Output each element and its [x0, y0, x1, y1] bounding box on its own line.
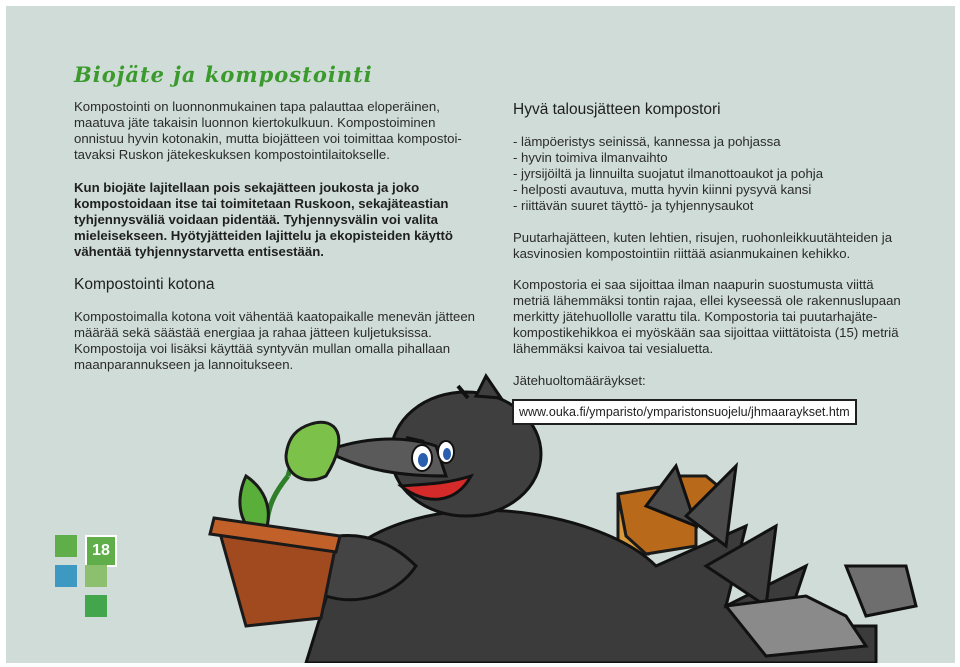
- text-line: metriä lähemmäksi tontin rajaa, ellei kyseessä ole rakennuslupaan: [513, 293, 901, 308]
- decor-square-light-green: [85, 565, 107, 587]
- garden-waste-paragraph: [513, 230, 943, 262]
- page: [6, 6, 955, 663]
- regulations-link[interactable]: www.ouka.fi/ymparisto/ymparistonsuojelu/jhmaaraykset.htm: [512, 399, 857, 425]
- page-title: Biojäte ja kompostointi: [74, 62, 373, 87]
- text-line: Kompostoimalla kotona voit vähentää kaatopaikalle menevän jätteen: [74, 309, 476, 324]
- list-item: - lämpöeristys seinissä, kannessa ja pohjassa: [513, 134, 781, 149]
- regulations-label: Jätehuoltomääräykset:: [513, 373, 646, 388]
- bold-paragraph: [74, 180, 504, 260]
- text-line: Kun biojäte lajitellaan pois sekajätteen joukosta ja joko: [74, 180, 420, 195]
- decor-square-green: [55, 535, 77, 557]
- intro-paragraph: [74, 99, 494, 163]
- text-line: kompostoidaan itse tai toimitetaan Ruskoon, sekajäteastian: [74, 196, 449, 211]
- text-line: onnistuu hyvin kotonakin, mutta biojätteen voi toimittaa kompostoi-: [74, 131, 462, 146]
- list-item: - hyvin toimiva ilmanvaihto: [513, 150, 668, 165]
- flower-pot-image: [210, 518, 340, 626]
- text-line: Puutarhajätteen, kuten lehtien, risujen, ruohonleikkuutähteiden ja: [513, 230, 893, 245]
- list-item: - helposti avautuva, mutta hyvin kiinni pysyvä kansi: [513, 182, 812, 197]
- text-line: tavaksi Ruskon jätekeskuksen kompostointilaitokselle.: [74, 147, 390, 162]
- composter-heading: Hyvä talousjätteen kompostori: [513, 101, 721, 118]
- home-composting-paragraph: [74, 309, 504, 373]
- placement-paragraph: [513, 277, 943, 357]
- decor-square-mid-green: [85, 595, 107, 617]
- text-line: kompostikehikkoa ei myöskään saa sijoittaa viittätoista (15) metriä: [513, 325, 899, 340]
- text-line: kasvinosien kompostointiin riittää asianmukainen kehikko.: [513, 246, 851, 261]
- text-line: mieleisekseen. Hyötyjätteiden lajittelu ja ekopisteiden käyttö: [74, 228, 453, 243]
- decor-square-blue: [55, 565, 77, 587]
- text-line: maatuva jäte takaisin luonnon kiertokulkuun. Kompostoiminen: [74, 115, 436, 130]
- page-number: 18: [85, 535, 117, 567]
- text-line: Kompostoija voi lisäksi käyttää syntyvän mullan omalla pihallaan: [74, 341, 451, 356]
- text-line: vähentää tyhjennystarvetta entisestään.: [74, 244, 324, 259]
- text-line: Kompostointi on luonnonmukainen tapa palauttaa eloperäinen,: [74, 99, 440, 114]
- text-line: lähemmäksi kaivoa tai vesialuetta.: [513, 341, 714, 356]
- list-item: - jyrsijöiltä ja linnuilta suojatut ilmanottoaukot ja pohja: [513, 166, 824, 181]
- text-line: tyhjennysväliä voidaan pidentää. Tyhjennysvälin voi valita: [74, 212, 439, 227]
- text-line: maanparannukseen ja lannoitukseen.: [74, 357, 294, 372]
- text-line: merkitty jätehuollolle varattu tila. Kompostoria tai puutarhajäte-: [513, 309, 878, 324]
- home-composting-heading: Kompostointi kotona: [74, 276, 215, 293]
- list-item: - riittävän suuret täyttö- ja tyhjennysaukot: [513, 198, 754, 213]
- text-line: määrää sekä säästää energiaa ja rahaa jätteen kuljetuksissa.: [74, 325, 432, 340]
- plant-image: [240, 422, 339, 536]
- composter-features-list: [513, 134, 933, 214]
- text-line: Kompostoria ei saa sijoittaa ilman naapurin suostumusta viittä: [513, 277, 874, 292]
